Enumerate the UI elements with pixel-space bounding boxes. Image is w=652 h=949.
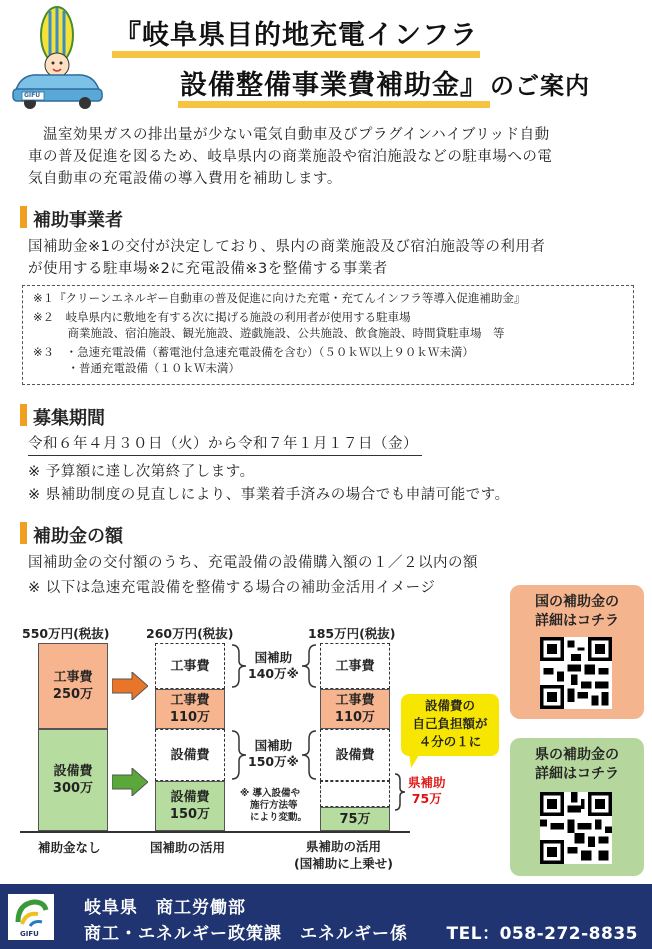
- label-national: 国補助の活用: [150, 840, 226, 855]
- self-burden-callout: 設備費の 自己負担額が ４分の１に: [401, 694, 499, 756]
- col1-construction-cost: 工事費 250万: [38, 643, 108, 729]
- brace-icon: [393, 772, 407, 812]
- page-title-line2: 設備整備事業費補助金』のご案内: [178, 66, 590, 102]
- gifu-logo: [8, 894, 54, 940]
- section-marker: [20, 404, 27, 426]
- qr-code-national[interactable]: [540, 637, 612, 709]
- footer-division: 商工・エネルギー政策課 エネルギー係: [84, 924, 408, 944]
- col3-construction-subsidized: 工事費: [320, 643, 390, 689]
- national-subsidy-construction: 国補助 140万※: [248, 650, 299, 681]
- prefecture-subsidy: 県補助 75万: [408, 775, 446, 806]
- national-subsidy-panel[interactable]: 国の補助金の 詳細はコチラ: [510, 585, 644, 719]
- footer-telephone[interactable]: TEL：058-272-8835: [446, 924, 638, 944]
- col3-equipment-subsidized: 設備費: [320, 729, 390, 781]
- brace-icon: [230, 729, 248, 781]
- mascot-illustration: [10, 5, 105, 110]
- footer-contact-bar: [0, 884, 652, 949]
- label-prefecture: 県補助の活用 (国補助に上乗せ): [294, 839, 393, 871]
- col3-prefecture-subsidy-slot: [320, 781, 390, 807]
- national-subsidy-equipment: 国補助 150万※: [248, 738, 299, 769]
- mascot-plate-label: GIFU: [24, 92, 41, 99]
- col3-equipment-paid: 75万: [320, 807, 390, 831]
- application-period: 令和６年４月３０日（火）から令和７年１月１７日（金）: [28, 433, 422, 456]
- arrow-right-icon: [112, 672, 148, 700]
- variation-footnote: ※ 導入設備や 施行方法等 により変動。: [240, 788, 308, 823]
- section-title-eligible: 補助事業者: [33, 210, 123, 231]
- period-note-review: ※ 県補助制度の見直しにより、事業着手済みの場合でも申請可能です。: [28, 487, 510, 503]
- col1-equipment-cost: 設備費 300万: [38, 729, 108, 831]
- gifu-logo-label: GIFU: [20, 930, 39, 938]
- arrow-right-icon: [112, 768, 148, 796]
- label-no-subsidy: 補助金なし: [38, 840, 101, 855]
- diagram-baseline: [20, 831, 410, 833]
- section-title-period: 募集期間: [33, 408, 105, 429]
- callout-pointer: [405, 752, 425, 770]
- brace-icon: [230, 643, 248, 689]
- brace-icon: [300, 643, 318, 689]
- section-title-amount: 補助金の額: [33, 526, 123, 547]
- intro-paragraph: 温室効果ガスの排出量が少ない電気自動車及びプラグインハイブリッド自動 車の普及促進を図るため、岐阜県内の商業施設や宿泊施設などの駐車場への電 気自動車の充電設備の導入費用を補助します。: [28, 127, 553, 187]
- eligible-notes-box: ※１『クリーンエネルギー自動車の普及促進に向けた充電・充てんインフラ等導入促進補助金』 ※２ 岐阜県内に敷地を有する次に掲げる施設の利用者が使用する駐車場 商業施設、宿泊施設、観光施設、遊戯施設、公共施設、飲食施設、時間貸駐車場 等 ※３ ・急速充電設備（蓄電池付急速充電設備を含む）（５０ｋＷ以上９０ｋＷ未満） ・普通充電設備（１０ｋＷ未満）: [22, 285, 634, 385]
- col2-construction-subsidized: 工事費: [155, 643, 225, 689]
- col2-equipment-subsidized: 設備費: [155, 729, 225, 781]
- col2-construction-paid: 工事費 110万: [155, 689, 225, 729]
- eligible-description: 国補助金※1の交付が決定しており、県内の商業施設及び宿泊施設等の利用者 が使用する駐車場※2に充電設備※3を整備する事業者: [28, 239, 546, 277]
- col3-total: 185万円(税抜): [308, 626, 396, 641]
- col2-total: 260万円(税抜): [146, 626, 234, 641]
- col2-equipment-paid: 設備費 150万: [155, 781, 225, 831]
- page-title-line1: 『岐阜県目的地充電インフラ: [112, 20, 480, 52]
- section-marker: [20, 522, 27, 544]
- period-note-budget: ※ 予算額に達し次第終了します。: [28, 464, 255, 480]
- brace-icon: [300, 729, 318, 781]
- amount-description: 国補助金の交付額のうち、充電設備の設備購入額の１／２以内の額: [28, 555, 478, 571]
- prefecture-subsidy-panel[interactable]: 県の補助金の 詳細はコチラ: [510, 738, 644, 876]
- col1-total: 550万円(税抜): [22, 626, 110, 641]
- qr-code-prefecture[interactable]: [540, 792, 612, 864]
- section-marker: [20, 206, 27, 228]
- amount-note: ※ 以下は急速充電設備を整備する場合の補助金活用イメージ: [28, 580, 436, 596]
- footer-department: 岐阜県 商工労働部: [84, 898, 246, 918]
- col3-construction-paid: 工事費 110万: [320, 689, 390, 729]
